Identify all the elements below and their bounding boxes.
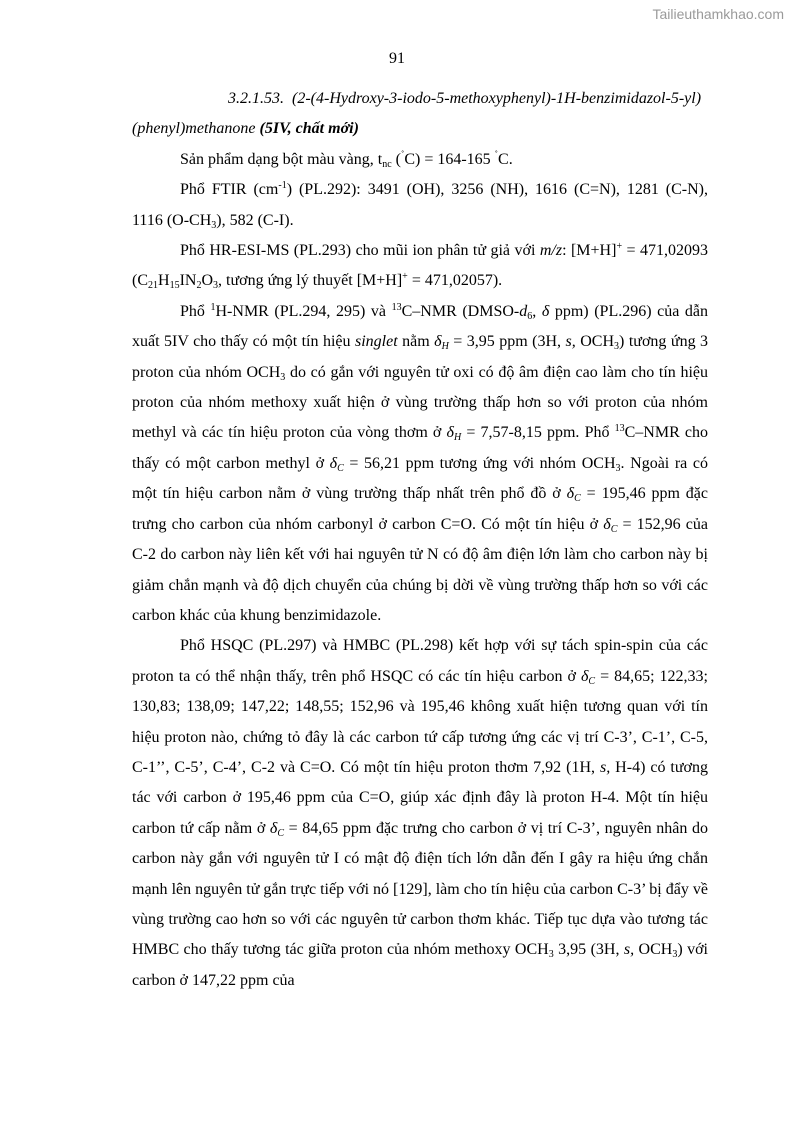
hsqc-hmbc-paragraph: Phổ HSQC (PL.297) và HMBC (PL.298) kết hợp với sự tách spin-spin của các proton ta có thể nhận thấy, trên phổ HSQC có các tín hiệu carbon ở $\delta_C = 84,65$; 122,33; 130,83; 138,09; 147,22; 148,55; 152,96 và 195,46 không xuất hiện tương quan với tín hiệu proton nào, chứng tỏ đây là các carbon tứ cấp tương ứng các vị trí C-3’, C-1’, C-5, C-1’’, C-5’, C-4’, C-2 và C=O. Có một tín hiệu proton thơm 7,92 (1H, s, H-4) có tương tác với carbon ở 195,46 ppm của C=O, giúp xác định đây là proton H-4. Một tín hiệu carbon tứ cấp nằm ở $\delta_C = 84,65$ ppm đặc trưng cho carbon ở vị trí C-3’, nguyên nhân do carbon này gắn với nguyên tử I có mật độ điện tích lớn dẫn đến I gây ra hiệu ứng chắn mạnh lên nguyên tử gắn trực tiếp với nó [129], làm cho tín hiệu của carbon C-3’ bị đẩy về vùng trường cao hơn so với các nguyên tử carbon thơm khác. Tiếp tục dựa vào tương tác HMBC cho thấy tương tác giữa proton của nhóm methoxy $OCH_3$ 3,95 (3H, s, $OCH_3$) với carbon ở 147,22 ppm của	[132, 637, 709, 989]
compound-name: (2-(4-Hydroxy-3-iodo-5-methoxyphenyl)-1H-benzimidazol-5-yl)(phenyl)methanone	[132, 90, 702, 138]
ir-paragraph: Phổ FTIR $(cm^{-1})$ (PL.292): 3491 (OH), 3256 (NH), 1616 (C=N), 1281 (C-N), 1116 $(O-CH_3)$, 582 (C-I).	[132, 180, 709, 231]
document-body	[132, 84, 708, 996]
compound-note: (5IV, chất mới)	[259, 120, 359, 138]
section-heading	[132, 84, 708, 145]
page-number: 91	[389, 50, 405, 67]
section-number: 3.2.1.53.	[228, 90, 284, 107]
nmr-paragraph: Phổ $^1$H-NMR (PL.294, 295) và $^{13}$C–NMR ($DMSO-d_6$, δ ppm) (PL.296) của dẫn xuất 5IV cho thấy có một tín hiệu singlet nằm $\delta_H = 3,95$ ppm (3H, s, $OCH_3$) tương ứng 3 proton của nhóm $OCH_3$ do có gắn với nguyên tử oxi có độ âm điện cao làm cho tín hiệu proton của nhóm methoxy xuất hiện ở vùng trường thấp hơn so với proton của nhóm methyl và các tín hiệu proton của vòng thơm ở $\delta_H = 7,57-8,15$ ppm. Phổ $^{13}$C–NMR cho thấy có một carbon methyl ở $\delta_C = 56,21$ ppm tương ứng với nhóm $OCH_3$. Ngoài ra có một tín hiệu carbon nằm ở vùng trường thấp nhất trên phổ đồ ở $\delta_C = 195,46$ ppm đặc trưng cho carbon của nhóm carbonyl ở carbon C=O. Có một tín hiệu ở $\delta_C = 152,96$ của C-2 do carbon này liên kết với hai nguyên tử N có độ âm điện lớn làm cho carbon này bị giảm chắn mạnh và độ dịch chuyển của chúng bị dời về vùng trường thấp hơn so với các carbon khác của khung benzimidazole.	[132, 301, 709, 624]
ms-paragraph: Phổ HR-ESI-MS (PL.293) cho mũi ion phân tử giả với m/z: [M+H]+ = 471,02093 ($C_{21}H_{15}IN_2O_3$, tương ứng lý thuyết [M+H]+ = 471,02057).	[132, 241, 709, 292]
watermark: Tailieuthamkhao.com	[652, 6, 784, 22]
product-description: Sản phẩm dạng bột màu vàng, $t_{nc}$ (˚C) = 164-165 ˚C.	[180, 149, 513, 170]
